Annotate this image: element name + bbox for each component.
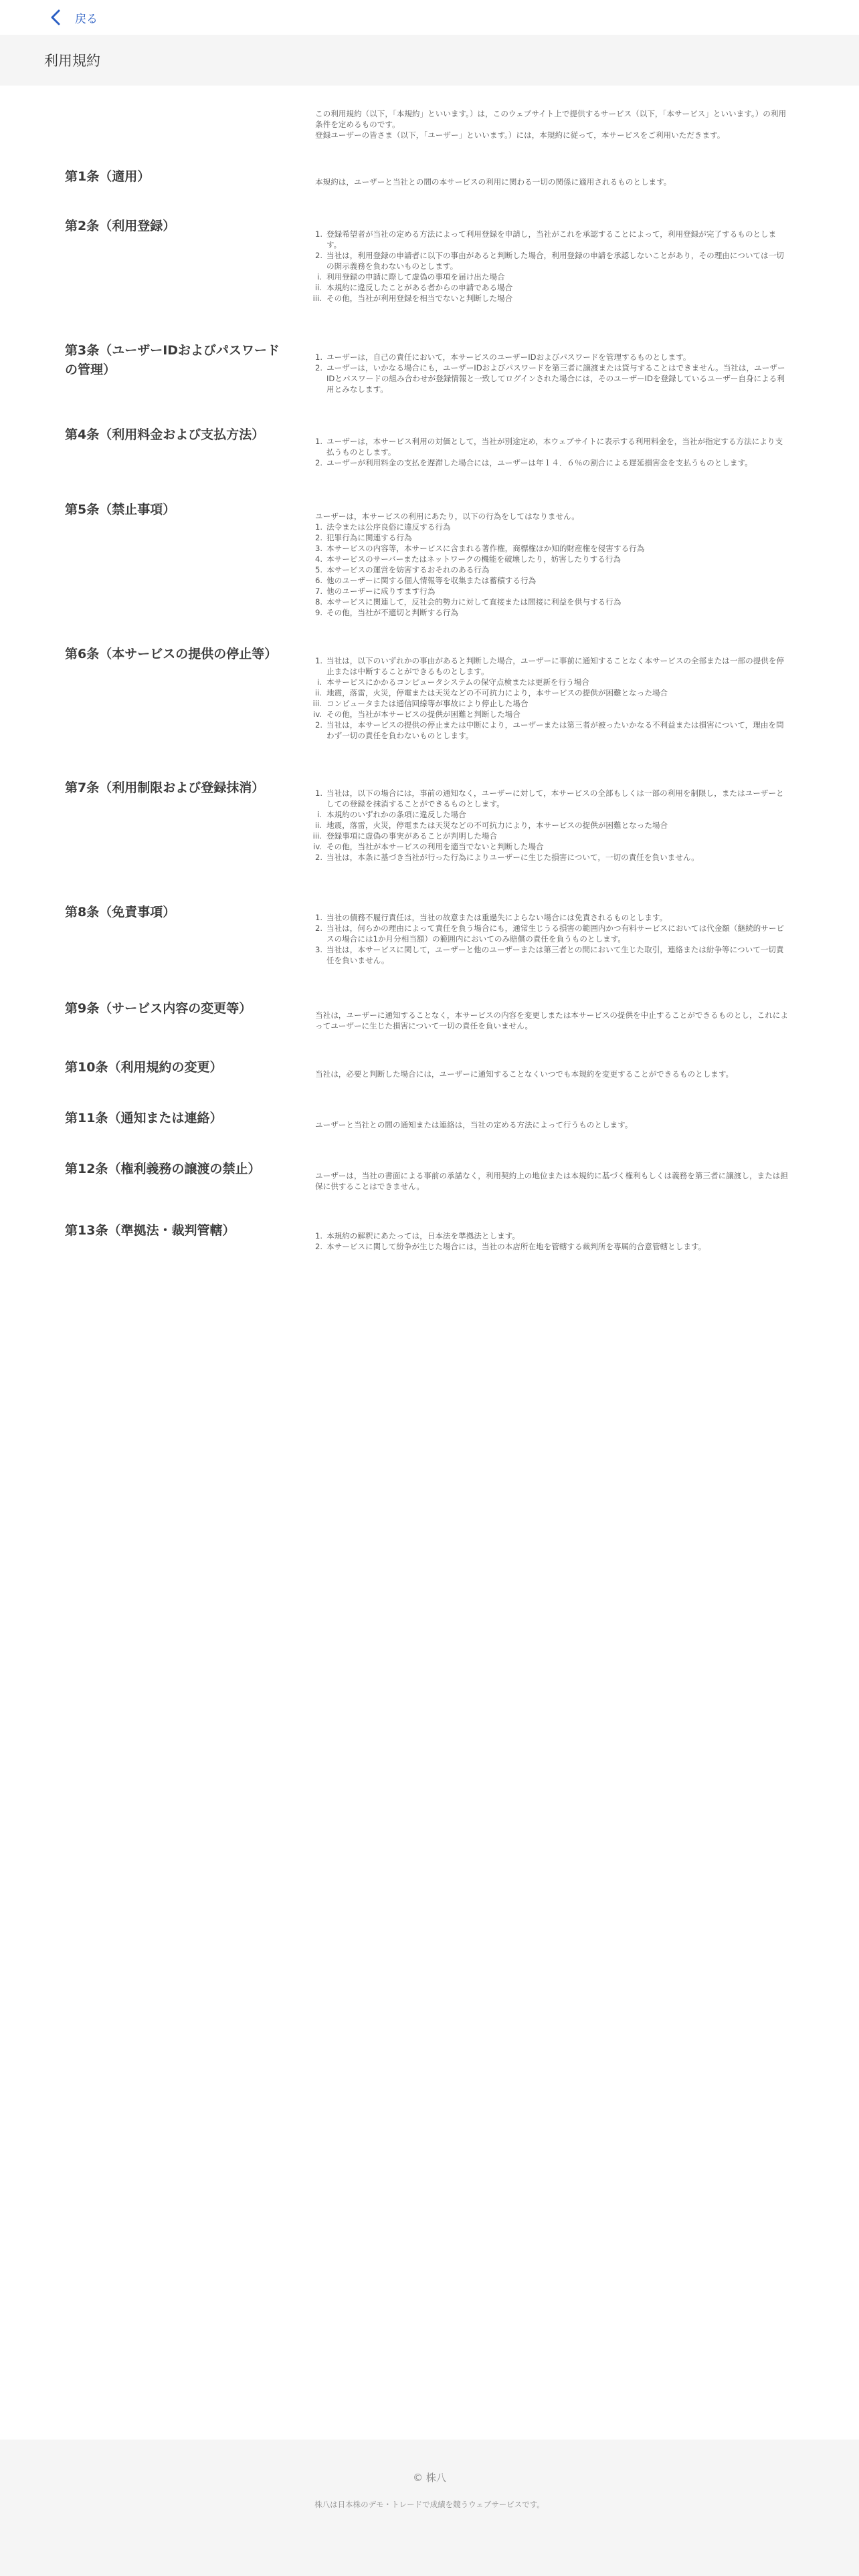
item-number: 2. — [315, 853, 323, 862]
article-sub-item — [315, 841, 790, 852]
article-item — [315, 944, 790, 966]
article-body — [315, 1010, 790, 1031]
item-number: i. — [317, 272, 322, 282]
item-text: 本サービスの内容等，本サービスに含まれる著作権，商標権ほか知的財産権を侵害する行為 — [326, 544, 645, 553]
article-item — [315, 655, 790, 677]
article-lead: ユーザーは，当社の書面による事前の承諾なく，利用契約上の地位または本規約に基づく権利もしくは義務を第三者に譲渡し，または担保に供することはできません。 — [315, 1171, 788, 1191]
item-text: 当社は，本サービスの提供の停止または中断により，ユーザーまたは第三者が被ったいかなる不利益または損害について，理由を問わず一切の責任を負わないものとします。 — [326, 720, 784, 740]
back-label: 戻る — [75, 12, 98, 26]
item-text: 当社の債務不履行責任は，当社の故意または重過失によらない場合には免責されるものとします。 — [326, 913, 668, 922]
article-item — [315, 362, 790, 395]
article-sub-item — [312, 831, 790, 841]
page-header — [0, 35, 859, 86]
item-text: コンピュータまたは通信回線等が事故により停止した場合 — [326, 699, 529, 708]
item-number: iv. — [313, 710, 322, 719]
item-text: 本規約のいずれかの条項に違反した場合 — [326, 810, 466, 819]
item-text: 当社は，本条に基づき当社が行った行為によりユーザーに生じた損害について，一切の責任を負いません。 — [326, 853, 699, 862]
item-number: 7. — [315, 586, 323, 596]
item-text: その他，当社が不適切と判断する行為 — [326, 608, 459, 617]
article-title: 第5条（禁止事項） — [65, 502, 176, 517]
item-number: ii. — [314, 283, 322, 292]
article-item — [315, 554, 790, 564]
item-number: 2. — [315, 363, 323, 372]
item-text: ユーザーは，自己の責任において，本サービスのユーザーIDおよびパスワードを管理するものとします。 — [326, 352, 691, 362]
article-body — [315, 1230, 790, 1252]
item-number: 1. — [315, 656, 323, 665]
item-text: 当社は，何らかの理由によって責任を負う場合にも，通常生じうる損害の範囲内かつ有料サービスにおいては代金額（継続的サービスの場合には1か月分相当額）の範囲内においてのみ賠償の責任を負うものとします。 — [326, 924, 785, 944]
article-item — [315, 1230, 790, 1241]
article-item — [315, 250, 790, 272]
article-sub-item — [315, 677, 790, 687]
article-item — [315, 522, 790, 532]
item-text: その他，当社が本サービスの利用を適当でないと判断した場合 — [326, 842, 544, 851]
article-body — [315, 1069, 790, 1079]
article-item — [315, 586, 790, 597]
article-item — [315, 852, 790, 863]
article-sub-item — [315, 272, 790, 282]
footer-note: 株八は日本株のデモ・トレードで成績を競うウェブサービスです。 — [314, 2500, 545, 2509]
item-number: ii. — [314, 688, 322, 697]
article-body — [315, 177, 790, 187]
item-number: 1. — [315, 1231, 323, 1241]
item-text: 当社は，以下のいずれかの事由があると判断した場合，ユーザーに事前に通知することなく本サービスの全部または一部の提供を停止または中断することができるものとします。 — [326, 656, 785, 676]
item-number: 1. — [315, 437, 323, 446]
intro-text — [315, 108, 790, 140]
item-text: 本サービスに関して紛争が生じた場合には，当社の本店所在地を管轄する裁判所を専属的合意管轄とします。 — [326, 1242, 706, 1251]
intro-paragraph: 登録ユーザーの皆さま（以下，「ユーザー」といいます。）には，本規約に従って，本サービスをご利用いただきます。 — [315, 130, 725, 140]
item-text: その他，当社が利用登録を相当でないと判断した場合 — [326, 294, 513, 303]
item-text: 本サービスに関連して，反社会的勢力に対して直接または間接に利益を供与する行為 — [326, 597, 622, 607]
article-title: 第2条（利用登録） — [65, 219, 176, 233]
item-number: iv. — [313, 842, 322, 851]
item-number: 5. — [315, 565, 323, 574]
article-sub-item — [315, 687, 790, 698]
item-number: 2. — [315, 924, 323, 933]
item-number: 2. — [315, 251, 323, 260]
article-lead: ユーザーと当社との間の通知または連絡は，当社の定める方法によって行うものとします。 — [315, 1120, 633, 1130]
item-text: 当社は，利用登録の申請者に以下の事由があると判断した場合，利用登録の申請を承認しないことがあり，その理由については一切の開示義務を負わないものとします。 — [326, 251, 784, 271]
article-sub-item — [315, 282, 790, 293]
item-text: ユーザーは，いかなる場合にも，ユーザーIDおよびパスワードを第三者に譲渡または貸与することはできません。当社は，ユーザーIDとパスワードの組み合わせが登録情報と一致してログインされた場合には，そのユーザーIDを登録しているユーザー自身による利用とみなします。 — [326, 363, 785, 394]
item-text: 当社は，本サービスに関して，ユーザーと他のユーザーまたは第三者との間において生じた取引，連絡または紛争等について一切責任を負いません。 — [326, 945, 784, 965]
item-number: i. — [317, 810, 322, 819]
article-items — [315, 912, 790, 966]
article-body — [315, 1119, 790, 1130]
item-text: 本サービスの運営を妨害するおそれのある行為 — [326, 565, 490, 574]
back-button[interactable] — [50, 9, 98, 26]
article-title: 第12条（権利義務の譲渡の禁止） — [65, 1162, 261, 1176]
article-item — [315, 923, 790, 944]
article-title: 第10条（利用規約の変更） — [65, 1060, 223, 1075]
item-number: 2. — [315, 458, 323, 467]
article-sub-item — [315, 709, 790, 720]
article-lead: 当社は，ユーザーに通知することなく，本サービスの内容を変更しまたは本サービスの提供を中止することができるものとし，これによってユーザーに生じた損害について一切の責任を負いません。 — [315, 1010, 788, 1031]
article-items — [315, 352, 790, 395]
article-item — [315, 352, 790, 362]
article-lead: 本規約は，ユーザーと当社との間の本サービスの利用に関わる一切の関係に適用されるものとします。 — [315, 177, 672, 187]
footer-copyright: © 株八 — [413, 2472, 446, 2484]
article-items — [312, 655, 790, 741]
article-item — [315, 229, 790, 250]
article-items — [312, 229, 790, 304]
item-number: 9. — [315, 608, 323, 617]
article-body — [312, 229, 790, 304]
article-sub-item — [315, 809, 790, 820]
item-number: iii. — [312, 831, 322, 841]
item-text: 地震，落雷，火災，停電または天災などの不可抗力により，本サービスの提供が困難となった場合 — [326, 688, 668, 697]
page-title: 利用規約 — [44, 53, 100, 69]
item-text: ユーザーが利用料金の支払を遅滞した場合には，ユーザーは年１４．６％の割合による遅延損害金を支払うものとします。 — [326, 458, 753, 467]
article-item — [315, 597, 790, 607]
article-title: 第4条（利用料金および支払方法） — [65, 427, 265, 442]
article-item — [315, 532, 790, 543]
item-text: 当社は，以下の場合には，事前の通知なく，ユーザーに対して，本サービスの全部もしくは一部の利用を制限し，またはユーザーとしての登録を抹消することができるものとします。 — [326, 788, 784, 809]
item-number: 1. — [315, 352, 323, 362]
footer — [0, 2440, 859, 2576]
item-text: その他，当社が本サービスの提供が困難と判断した場合 — [326, 710, 520, 719]
chevron-left-icon — [50, 9, 62, 26]
item-text: 法令または公序良俗に違反する行為 — [326, 522, 451, 532]
article-body — [315, 352, 790, 395]
item-text: 他のユーザーに成りすます行為 — [326, 586, 436, 596]
item-number: 2. — [315, 720, 323, 730]
item-text: 他のユーザーに関する個人情報等を収集または蓄積する行為 — [326, 576, 537, 585]
article-title: 第9条（サービス内容の変更等） — [65, 1001, 252, 1016]
item-number: i. — [317, 677, 322, 687]
item-number: 3. — [315, 945, 323, 954]
item-number: 1. — [315, 788, 323, 798]
item-number: 1. — [315, 913, 323, 922]
article-body — [315, 912, 790, 966]
article-item — [315, 575, 790, 586]
article-lead: 当社は，必要と判断した場合には，ユーザーに通知することなくいつでも本規約を変更することができるものとします。 — [315, 1069, 734, 1079]
article-title: 第8条（免責事項） — [65, 905, 176, 920]
article-item — [315, 436, 790, 457]
article-item — [315, 1241, 790, 1252]
article-title: 第11条（通知または連絡） — [65, 1111, 223, 1125]
article-items — [315, 436, 790, 468]
article-title: 第1条（適用） — [65, 169, 151, 184]
intro-paragraph: この利用規約（以下，「本規約」といいます。）は，このウェブサイト上で提供するサービス（以下，「本サービス」といいます。）の利用条件を定めるものです。 — [315, 109, 787, 129]
article-body — [315, 1170, 790, 1192]
article-title: 第3条（ユーザーIDおよびパスワードの管理） — [65, 343, 280, 377]
item-text: 本規約の解釈にあたっては，日本法を準拠法とします。 — [326, 1231, 520, 1241]
article-item — [315, 912, 790, 923]
item-number: iii. — [312, 294, 322, 303]
article-body — [312, 655, 790, 741]
article-sub-item — [312, 293, 790, 304]
article-items — [315, 522, 790, 618]
item-number: iii. — [312, 699, 322, 708]
article-item — [315, 788, 790, 809]
item-number: 2. — [315, 533, 323, 542]
article-sub-item — [315, 820, 790, 831]
article-title: 第7条（利用制限および登録抹消） — [65, 780, 265, 795]
item-text: 本サービスにかかるコンピュータシステムの保守点検または更新を行う場合 — [326, 677, 590, 687]
item-text: ユーザーは，本サービス利用の対価として，当社が別途定め，本ウェブサイトに表示する利用料金を，当社が指定する方法により支払うものとします。 — [326, 437, 783, 457]
item-number: 1. — [315, 522, 323, 532]
article-item — [315, 564, 790, 575]
item-text: 本規約に違反したことがある者からの申請である場合 — [326, 283, 513, 292]
item-number: ii. — [314, 821, 322, 830]
article-title: 第6条（本サービスの提供の停止等） — [65, 647, 278, 661]
top-nav — [0, 0, 859, 35]
item-number: 3. — [315, 544, 323, 553]
item-number: 8. — [315, 597, 323, 607]
article-sub-item — [312, 698, 790, 709]
item-text: 登録事項に虚偽の事実があることが判明した場合 — [326, 831, 498, 841]
article-lead: ユーザーは，本サービスの利用にあたり，以下の行為をしてはなりません。 — [315, 512, 579, 521]
item-text: 犯罪行為に関連する行為 — [326, 533, 412, 542]
article-body — [312, 788, 790, 863]
item-number: 1. — [315, 229, 323, 239]
article-body — [315, 511, 790, 618]
item-number: 6. — [315, 576, 323, 585]
article-items — [312, 788, 790, 863]
article-item — [315, 543, 790, 554]
item-text: 利用登録の申請に際して虚偽の事項を届け出た場合 — [326, 272, 505, 282]
article-items — [315, 1230, 790, 1252]
item-number: 2. — [315, 1242, 323, 1251]
article-item — [315, 457, 790, 468]
item-number: 4. — [315, 554, 323, 564]
article-title: 第13条（準拠法・裁判管轄） — [65, 1223, 235, 1238]
item-text: 本サービスのサーバーまたはネットワークの機能を破壊したり，妨害したりする行為 — [326, 554, 621, 564]
article-item — [315, 720, 790, 741]
item-text: 登録希望者が当社の定める方法によって利用登録を申請し，当社がこれを承認することによって，利用登録が完了するものとします。 — [326, 229, 777, 249]
item-text: 地震，落雷，火災，停電または天災などの不可抗力により，本サービスの提供が困難となった場合 — [326, 821, 668, 830]
article-item — [315, 607, 790, 618]
article-body — [315, 436, 790, 468]
